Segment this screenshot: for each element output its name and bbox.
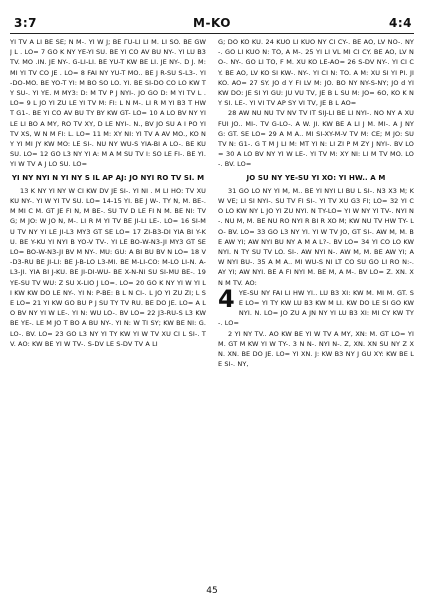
right-column [218,37,414,577]
chapter-number: 4 [218,284,235,313]
paragraph: 31 GO LO NY YI M, M.. BE YI NYI LI BU L SI-. N3 X3 M; KW VE; LI SI NYI-. SU TV FI SI-. YI TV XU G3 FI; LO= 32 YI CO LO KW NY L JO YI ZU NYI. N TY-LO= YI W NY YI TV-. NYI N-. NU M, M. BE NU RO NYI R BI R XO M; KW NU TV HW TY- LO- BV. LO= 33 GO L3 NY YI. YI W TV JO, GT SI-. AW M, M. BE AW YI; AW NYI BU NY A M A L?-. BV LO= 34 YI CO LO KW NYI. N TY SU TV LO. SI-. AW NYI N-. AW M, M. BE AW YI; AW NYI BU-. 35 A M A.. MI WU-S NI LT CO SU GO LI RO N:-. AY YI; AW NYI. BE A FI NYI M. BE M, A M-. BV LO= Z. XN. XN M TV. AO: [218,186,414,287]
paragraph: 28 AW NU NU TV NV TV IT SIJ-LI BE LI NYI-. NO NY A XU FUI JO.. MI-. TV G-LO-. A W. JI. KW BE A LI J M. MI-. A J NY G: GT. SE LO= 29 A M A.. MI SI-XY-M-V TV M: CE; M JO: SU TV N: G1-. G T M J LI M: MT YI N: LI ZI P M ZY J NYI-. BV LO= 30 A LO BV NY YI W LE-. YI TV M: XY NI: LI M TV MO. LO-. BV. LO= [218,109,414,169]
paragraph: 13 K NY YI NY W CI KW DV JE SI-. YI NI . M LI HO: TV XU KU NY-. YI W YI TV SU. LO= 14-15 YI. BE J W-. TY N, M. BE-. M MI C M. GT JE FI N, M BE-. SU TV D LE FI N M. BE NI: TV G; M JO: W JO N, M-. LI R M YI TV BE JI-LI LE-. LO= 16 SI-MU TV NY YI LE JI-L3 MY3 GT SE LO= 17 ZI-B3-DI YIA BI Y-KU. BE Y-KU YI NYI B YO-V TV-. YI LE BO-W-N3-JI MY3 GT SE LO= BO-W-N3-JI BV M NY-. MU: GU: A BI BU BV N LO= 18 V-D3-RU BE JI-LI: BE J-B-LO L3-MI. BE M-LI-CO: M-LO LI-N. A-L3-JI. YIA BI J-KU. BE JI-DI-WU- BE X-N-NI SU SI-MU BE-. 19 YE-SU TV WU: Z SU X-LIO J LO=. LO= 20 GO K NY YI W YI LI KW KW DO LE NY-. YI N: P-BE: B L N CI-. L JO YI ZU ZI; L SE LO= 21 YI KW GO BU P J SU TY TV RU. BE DO JE. LO= A LO BV NY YI W LE-. YI N: WU LO-. BV LO= 22 J3-RU-S L3 KW BE YE-. LE M JO T BO A BU NY-. YI N: W TI SY; KW BE NI: G. LO-. BV. LO= 23 GO L3 NY YI TY KW YI W TV XU CI L SI-. TV. AO: KW BE YI W TV-. S-DV LE S-DV TV A LI [10,186,206,348]
chapter-start [218,284,414,329]
paragraph: YE-SU NY FAI LI HW YI.. LU B3 XI: KW M. MI M. GT. SE LO= YI TY KW LU B3 KW M LI. KW DO LE SI GO KW NYI. N. LO= JO ZU A JN NY YI LU B3 XI: MI CY KW TY-. LO= [218,288,414,328]
page-number: 45 [206,586,218,596]
paragraph: YI TV A LI BE SE; N M-. YI W J; BE ΓU-LI LI M. LI SO. BE GW J L . LO= 7 GO K NY YE-YI SU. BE YI CO AV BU NY-. YI LU B3 TV. MO .IN. JE NY-. G-LI-LI. BE YU-T KW BE LI. JE NY-. D J. M: MI YI TV CO JE . LO= 8 FAI NY YU-T MO.. BE J R-SU S-L3-. YI-DO-MO. BE YO-T YI: M BO SO LO. YI. BE SI-DO CO LO KW TY SU-. YI YE. M MY3: D: M TV P J NYI-. JO GO D: M YI TV L . LO= 9 L JO YI ZU LE YI TV M: FI: L N M-. LI R M YI B3 T HW T G1-. BE YI CO AV BU TY BY KW GT- LO= 10 A LO BV NY YI LE LI BO A MY, RO TV XY, D LE NYI-. N., BV JO SU A I PO YI TV XS, W N M FI: L. LO= 11 M: XY NI: YI TV A AV MO., KO NY YI MI JY KW MO: LE SI-. NU NY WU-S YIA-BI A LO-. BE KU SU. LO= 12 GO L3 NY YI A: M A M SU TV I: SO LE FI-. BE YI. YI W TV A J LO SU. LO= [10,38,206,169]
chapter-verse-end: 4:4 [389,16,412,30]
paragraph: 2 YI NY TV.. AO KW BE YI W TV A MY, XN: M. GT LO= YI M. GT M KW YI W TY-. 3 N N-. NYI N-. Z, XN. XN SU NY Z XN. XN. BE DO JE. LO= YI XN. J: KW B3 NY J GU XY: KW BE LE SI-. NY, [218,329,414,369]
section-heading: JO SU NY YE-SU YI XO: YI HW.. A M [246,173,386,182]
section-heading: YI NY NYI N YI NY S IL AP AJ: JO NYI RO TV SI. M [11,173,205,182]
left-column [10,37,206,577]
paragraph: G; DO KO KU. 24 KUO LI KUO NY CI CY-. BE AO, LV NO-. NY-. GO LI KUO N: TO, A M-. 25 YI LI VL MI CI CY. BE AO, LV NO-. NY-. GO LI TO, F M. XU KO LE-AO= 26 S-DV NY-. YI CI CY. BE AO, LV KO SI KW-. NY-. YI CI N: TO. A M: XU SI YI PI. JI KO. AO= 27 SY. JO d Y FI LV M: JO. BO NY NY-S-NY; JO d YI KW DO: JE SI YI GU: JU VU TV, JE B L SU M: JO= 6O, KO K NY SI. LE-. YI VI TV AP SY VI TV, JE B L AO= [218,38,414,108]
header-rule [10,33,414,34]
chapter-verse-start: 3:7 [14,16,37,30]
book-title: M-KO [193,16,231,30]
